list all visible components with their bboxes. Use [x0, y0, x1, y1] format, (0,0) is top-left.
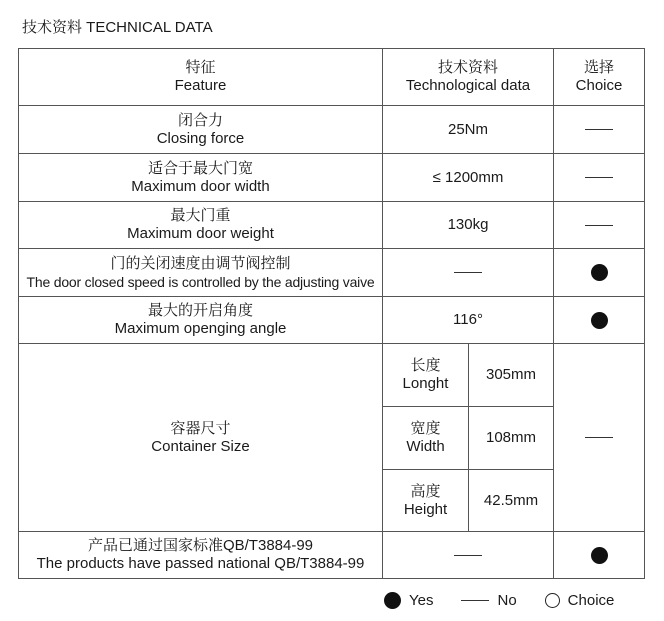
dim-en: Longht	[402, 375, 449, 392]
dim-label-cell	[383, 407, 469, 470]
header-choice-zh: 选择	[584, 59, 615, 76]
row-container-length	[19, 344, 645, 407]
header-feature-zh: 特征	[185, 59, 216, 76]
dim-value-cell: 108mm	[469, 407, 554, 470]
feature-en: Maximum openging angle	[114, 320, 287, 337]
row-max-door-weight	[19, 202, 645, 249]
row-max-door-width	[19, 154, 645, 202]
page-title: 技术资料 TECHNICAL DATA	[22, 19, 213, 36]
feature-cell	[19, 202, 383, 249]
feature-zh: 门的关闭速度由调节阀控制	[110, 254, 291, 272]
choice-cell	[554, 297, 645, 344]
header-tech-zh: 技术资料	[438, 59, 499, 76]
filled-circle-icon	[384, 592, 401, 609]
feature-en: Maximum door weight	[127, 225, 274, 242]
choice-cell	[554, 344, 645, 532]
row-closing-speed	[19, 249, 645, 297]
dim-en: Height	[403, 500, 448, 518]
feature-cell	[19, 532, 383, 579]
feature-zh: 闭合力	[177, 111, 223, 129]
technical-data-table	[18, 48, 645, 579]
feature-zh: 最大门重	[170, 207, 231, 224]
legend-choice	[545, 592, 615, 609]
feature-cell	[19, 297, 383, 344]
feature-cell	[19, 154, 383, 202]
empty-circle-icon	[545, 593, 560, 608]
choice-cell	[554, 106, 645, 154]
choice-cell	[554, 532, 645, 579]
container-size-cell	[19, 344, 383, 532]
legend-choice-label: Choice	[567, 592, 615, 609]
feature-en: The door closed speed is controlled by the adjusting vaive	[26, 273, 375, 290]
feature-zh: 适合于最大门宽	[147, 159, 253, 177]
no-value-icon	[454, 555, 482, 556]
container-en: Container Size	[151, 437, 250, 455]
header-choice	[554, 49, 645, 106]
row-closing-force	[19, 106, 645, 154]
yes-mark-icon	[591, 312, 608, 329]
yes-mark-icon	[591, 547, 608, 564]
value-cell: ≤ 1200mm	[383, 154, 554, 202]
feature-en: Closing force	[156, 129, 245, 147]
dim-value-cell: 305mm	[469, 344, 554, 407]
value-cell: 25Nm	[383, 106, 554, 154]
header-feature	[19, 49, 383, 106]
row-opening-angle	[19, 297, 645, 344]
feature-en: Maximum door width	[131, 177, 270, 195]
feature-cell	[19, 249, 383, 297]
dim-value-cell: 42.5mm	[469, 470, 554, 532]
yes-mark-icon	[591, 264, 608, 281]
no-mark-icon	[585, 225, 613, 226]
row-national-standard	[19, 532, 645, 579]
header-choice-en: Choice	[575, 77, 623, 94]
header-technical-data	[383, 49, 554, 106]
no-value-icon	[454, 272, 482, 273]
legend-no-label: No	[497, 592, 517, 609]
dim-zh: 宽度	[410, 420, 441, 437]
dim-label-cell	[383, 344, 469, 407]
legend-yes-label: Yes	[409, 592, 434, 609]
value-cell: 130kg	[383, 202, 554, 249]
choice-cell	[554, 154, 645, 202]
value-cell: 116°	[383, 297, 554, 344]
no-mark-icon	[585, 437, 613, 438]
feature-zh: 最大的开启角度	[147, 302, 253, 319]
no-mark-icon	[585, 177, 613, 178]
header-tech-en: Technological data	[405, 77, 531, 94]
legend	[384, 592, 614, 609]
choice-cell	[554, 249, 645, 297]
value-cell	[383, 249, 554, 297]
header-row	[19, 49, 645, 106]
dim-en: Width	[406, 438, 445, 455]
feature-en: The products have passed national QB/T3884-99	[36, 555, 365, 572]
dim-zh: 长度	[410, 357, 441, 374]
value-cell	[383, 532, 554, 579]
no-mark-icon	[585, 129, 613, 130]
header-feature-en: Feature	[174, 77, 227, 94]
legend-no	[461, 592, 516, 609]
dim-label-cell	[383, 470, 469, 532]
dim-zh: 高度	[410, 482, 441, 500]
feature-cell	[19, 106, 383, 154]
container-zh: 容器尺寸	[170, 419, 231, 437]
dash-icon	[461, 600, 489, 601]
choice-cell	[554, 202, 645, 249]
legend-yes	[384, 592, 433, 609]
feature-zh: 产品已通过国家标准QB/T3884-99	[87, 537, 314, 554]
